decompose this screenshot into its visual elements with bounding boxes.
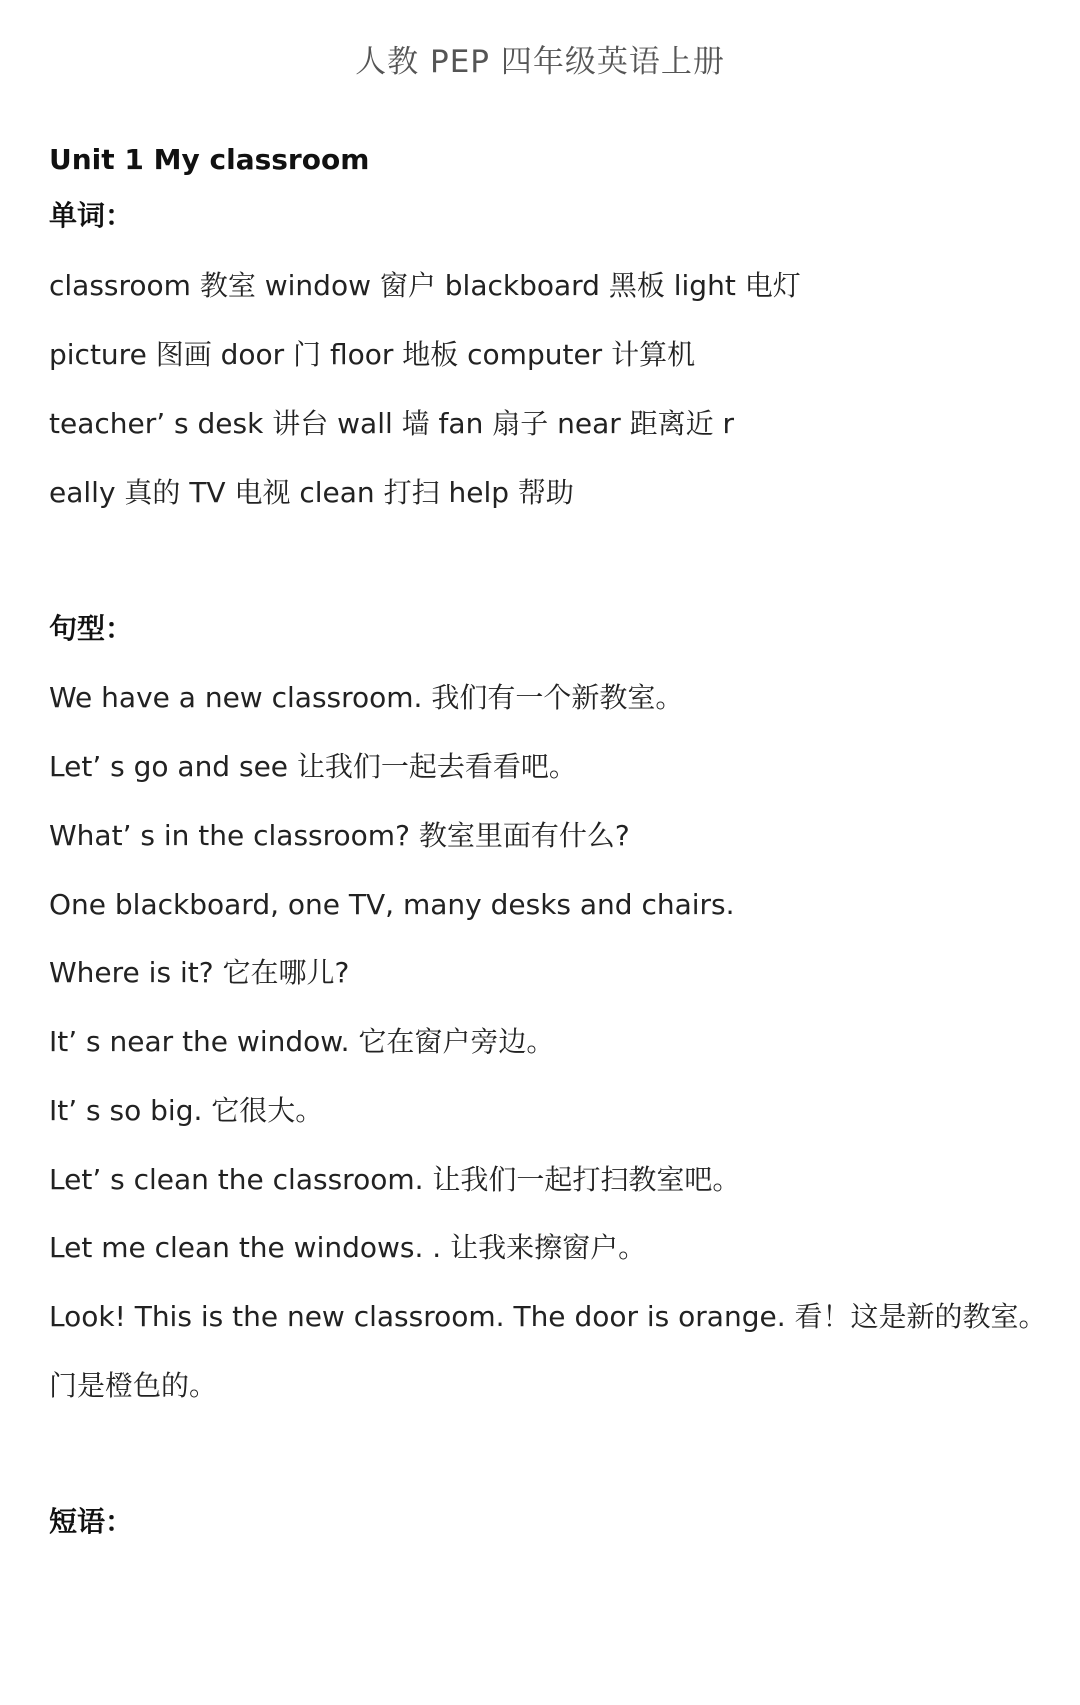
- sentence-line: Let me clean the windows. . 让我来擦窗户。: [49, 1231, 647, 1264]
- sentences-heading: 句型：: [49, 612, 134, 645]
- sentence-line: One blackboard, one TV, many desks and chairs.: [49, 888, 735, 921]
- sentence-line: What’ s in the classroom? 教室里面有什么?: [49, 819, 630, 852]
- phrases-heading: 短语：: [49, 1505, 134, 1538]
- sentence-line: Let’ s go and see 让我们一起去看看吧。: [49, 750, 577, 783]
- document-title: 人教 PEP 四年级英语上册: [355, 44, 725, 80]
- words-line: teacher’ s desk 讲台 wall 墙 fan 扇子 near 距离近 r: [49, 407, 735, 440]
- sentence-line: It’ s so big. 它很大。: [49, 1094, 324, 1127]
- words-heading: 单词：: [49, 199, 134, 232]
- words-line: picture 图画 door 门 floor 地板 computer 计算机: [49, 338, 696, 371]
- words-line: classroom 教室 window 窗户 blackboard 黑板 light 电灯: [49, 269, 801, 302]
- sentence-line: It’ s near the window. 它在窗户旁边。: [49, 1025, 555, 1058]
- unit-title: Unit 1 My classroom: [49, 143, 370, 176]
- sentence-line: Let’ s clean the classroom. 让我们一起打扫教室吧。: [49, 1163, 741, 1196]
- sentence-line: Look! This is the new classroom. The door is orange. 看！这是新的教室。: [49, 1300, 1047, 1333]
- words-line: eally 真的 TV 电视 clean 打扫 help 帮助: [49, 476, 574, 509]
- sentence-line: Where is it? 它在哪儿?: [49, 956, 350, 989]
- sentence-line: We have a new classroom. 我们有一个新教室。: [49, 681, 684, 714]
- sentence-line: 门是橙色的。: [49, 1369, 218, 1402]
